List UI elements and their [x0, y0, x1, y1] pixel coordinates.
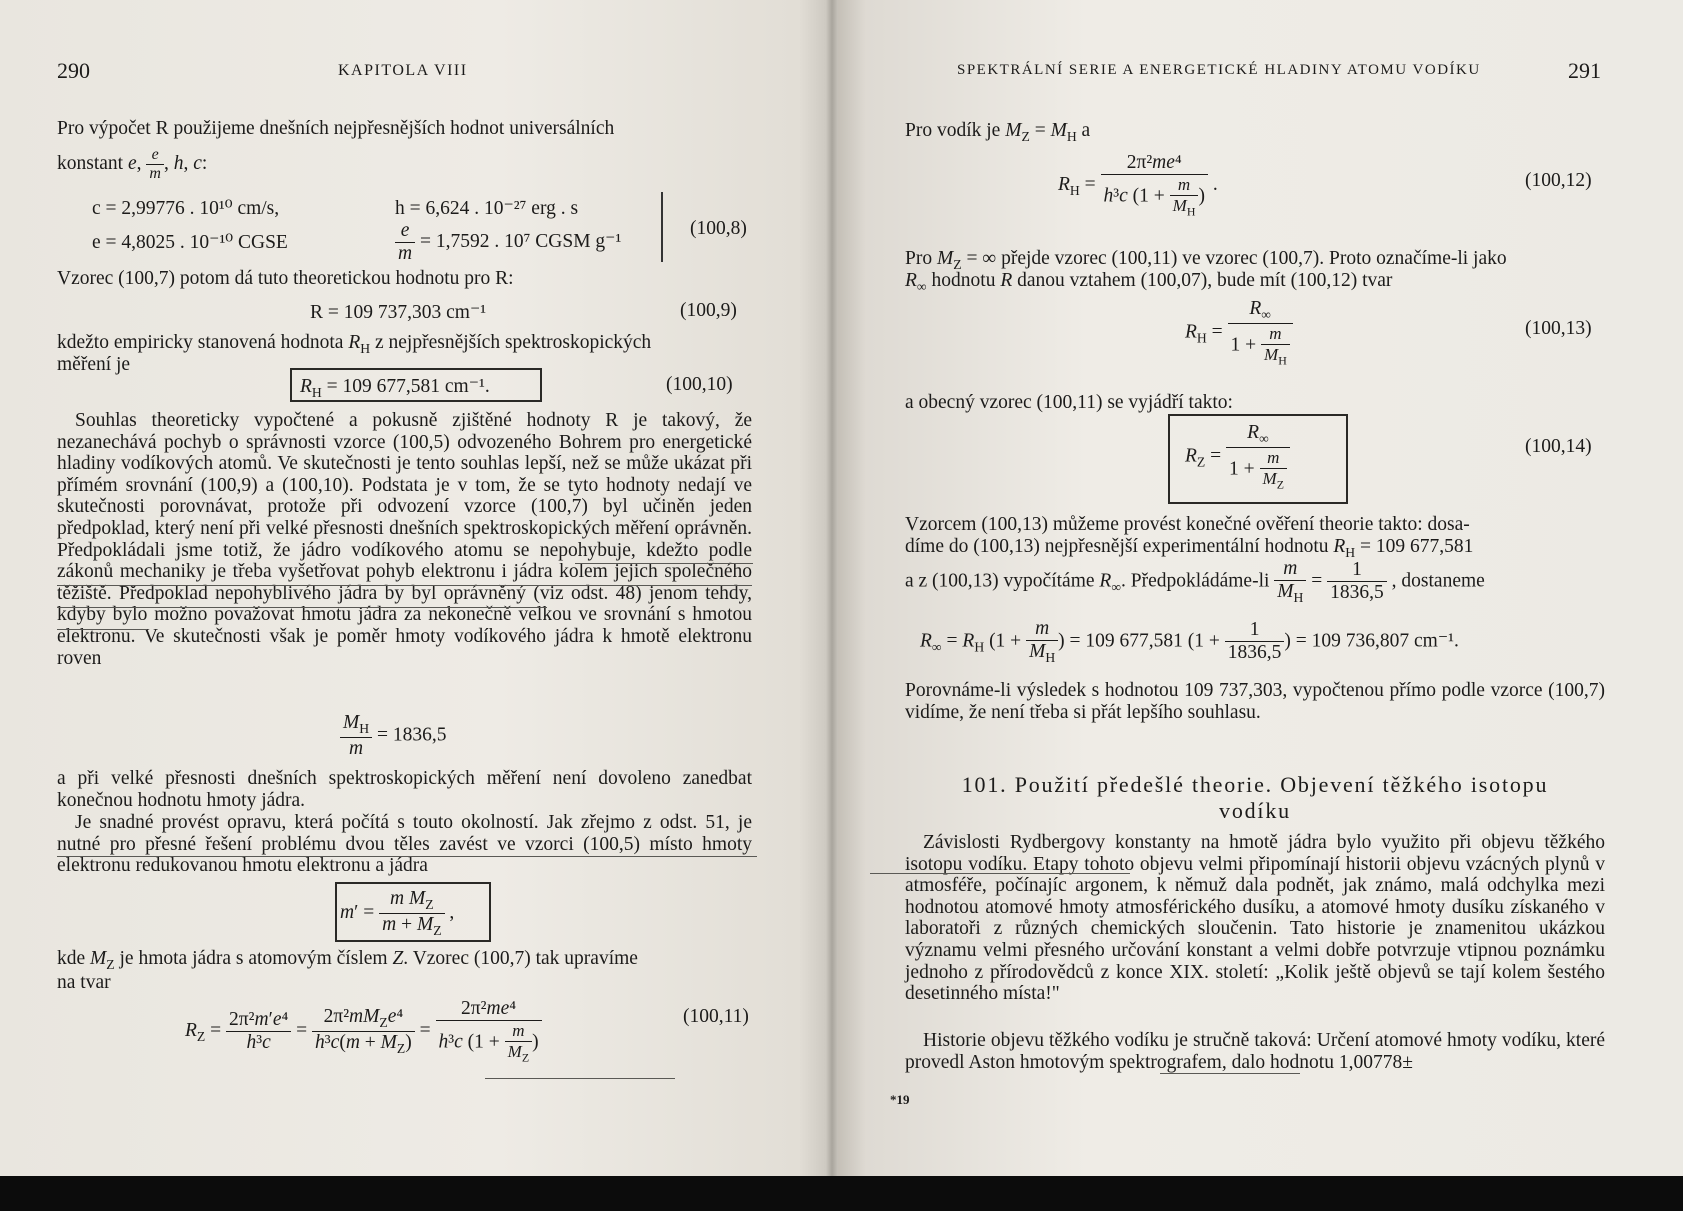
left-p6-text: Je snadné provést opravu, která počítá s touto okolností. Jak zřejmo z odst. 51, je nutné pro přesné řešení problému dvou těles zavést ve vzorci (100,5) místo hmoty elektronu redukovanou hmotu elektronu a jádra: [57, 812, 752, 877]
eq-final-result: $R_\infty = R_H$ (1 + $\frac{m}{M_H}$ ) = 109 677,581 (1 + $\frac{1}{1836,5}$ ) = 109 736,807 cm⁻¹.: [920, 618, 1459, 665]
left-p7-line2: na tvar: [57, 972, 111, 993]
left-running-head: KAPITOLA VIII: [338, 62, 468, 79]
right-r5: [905, 680, 1605, 723]
left-p1-line2: konstant e, $\frac{e}{m}$ , h, c:: [57, 146, 208, 182]
left-p2: Vzorec (100,7) potom dá tuto theoretickou hodnotu pro R:: [57, 268, 514, 289]
eq-100-12: $R_H$ = 2π²me⁴ h³c (1 + $\frac{m}{M_H}$ ) .: [1058, 152, 1218, 219]
left-p7-line1: kde $M_Z$ je hmota jádra s atomovým číslem Z. Vzorec (100,7) tak upravíme: [57, 948, 638, 972]
left-p3-line1: kdežto empiricky stanovená hodnota $R_H$ z nejpřesnějších spektroskopických: [57, 332, 652, 356]
right-r5-text: Porovnáme-li výsledek s hodnotou 109 737,303, vypočtenou přímo podle vzorce (100,7) vidíme, že není třeba si přát lepšího souhlasu.: [905, 680, 1605, 723]
eq-label-100-9: (100,9): [680, 300, 737, 321]
right-page-number: 291: [1568, 58, 1601, 83]
constants-brace: [655, 192, 663, 262]
eq-r-theoretical: R = 109 737,303 cm⁻¹: [310, 302, 487, 323]
book-gutter: [826, 0, 838, 1176]
right-r7: [905, 1030, 1605, 1073]
pencil-underline-5: [57, 856, 757, 857]
eq-label-100-12: (100,12): [1525, 170, 1592, 191]
pencil-bracket: [485, 1078, 675, 1079]
const-c: c = 2,99776 . 10¹⁰ cm/s,: [92, 198, 280, 219]
eq-mass-ratio: $\frac{M_H}{m}$ = 1836,5: [340, 712, 446, 760]
pencil-underline-4: [57, 629, 147, 630]
section-heading-line1: 101. Použití předešlé theorie. Objevení těžkého isotopu: [961, 772, 1549, 797]
left-p4-text: Souhlas theoreticky vypočtené a pokusně zjištěné hodnoty R je takový, že nezanechává pochyb o správnosti vzorce (100,5) odvozeného Bohrem pro energetické hladiny vodíkových atomů. Ve skutečnosti je tento souhlas lepší, než se může ukázat při přímém srovnání (100,9) a (100,10). Podstata je v tom, že se tyto hodnoty nedají ve skutečnosti porovnávat, protože při odvození vzorce (100,7) byl učiněn jeden předpoklad, který není při velké přesnosti dnešních spektroskopických měření oprávněn. Předpokládali jsme totiž, že jádro vodíkového atomu se nepohybuje, kdežto podle zákonů mechaniky je třeba vyšetřovat pohyb elektronu i jádra kolem jejich společného těžiště. Předpoklad nepohyblivého jádra by byl oprávněný (viz odst. 48) jenom tehdy, kdyby bylo možno považovat hmotu jádra za nekonečně velkou ve srovnání s hmotou elektronu. Ve skutečnosti však je poměr hmoty vodíkového jádra k hmotě elektronu roven: [57, 410, 752, 669]
pencil-underline-6: [870, 873, 1130, 874]
const-h: h = 6,624 . 10⁻²⁷ erg . s: [395, 198, 579, 219]
right-r4-line2: díme do (100,13) nejpřesnější experimentální hodnotu $R_H = 109$ 677,581: [905, 536, 1474, 560]
left-p1-line1: Pro výpočet R použijeme dnešních nejpřesnějších hodnot universálních: [57, 118, 615, 139]
left-page-number: 290: [57, 58, 90, 83]
pencil-underline-1: [575, 563, 753, 564]
signature-mark: *19: [890, 1092, 910, 1107]
pencil-underline-2: [57, 585, 752, 586]
eq-label-100-11: (100,11): [683, 1006, 749, 1027]
eq-rh-empirical: $R_H = 109$ 677,581 cm⁻¹.: [300, 376, 490, 400]
eq-100-11: $R_Z$ = $\frac{\text{2π²m′e⁴}}{\text{h³c}}$ = $\frac{2\pi^2mM_Ze^4}{h^3c(m + M_Z)}$ = 2π²me⁴ h³c (1 + $\frac{m}{M_Z}$ ): [185, 998, 542, 1065]
eq-label-100-8: (100,8): [690, 218, 747, 239]
right-r3: a obecný vzorec (100,11) se vyjádří takto:: [905, 392, 1233, 413]
right-running-head: SPEKTRÁLNÍ SERIE A ENERGETICKÉ HLADINY ATOMU VODÍKU: [957, 62, 1481, 78]
left-p6: [57, 812, 752, 877]
eq-100-13: $R_H$ = $R_\infty$ 1 + $\frac{m}{M_H}$: [1185, 298, 1293, 368]
right-r4-line3-end: , dostaneme: [1391, 570, 1485, 592]
eq-reduced-mass: m′ = $\frac{m M_Z}{m + M_Z}$ ,: [340, 888, 455, 938]
const-e-over-m: $\frac{e}{m}$ = 1,7592 . 10⁷ CGSM g⁻¹: [395, 220, 621, 265]
section-heading-101: [905, 772, 1605, 824]
eq-label-100-14: (100,14): [1525, 436, 1592, 457]
right-r1: Pro vodík je $M_Z = M_H$ a: [905, 120, 1091, 144]
const-e: e = 4,8025 . 10⁻¹⁰ CGSE: [92, 232, 288, 253]
right-r6: [905, 832, 1605, 1005]
eq-label-100-13: (100,13): [1525, 318, 1592, 339]
scan-bottom-border: [0, 1176, 1683, 1211]
pencil-underline-3: [57, 607, 547, 608]
eq-label-100-10: (100,10): [666, 374, 733, 395]
eq-100-14: $R_Z$ = $R_\infty$ 1 + $\frac{m}{M_Z}$: [1185, 422, 1290, 492]
section-heading-line2: vodíku: [1219, 798, 1291, 823]
left-p5: [57, 768, 752, 811]
right-r6-text: Závislosti Rydbergovy konstanty na hmotě jádra bylo využito při objevu těžkého isotopu vodíku. Etapy tohoto objevu velmi připomínají historii objevu vzácných plynů v atmosféře, počínajíc argonem, k němuž dala podnět, jak známo, malá odchylka mezi hodnotou atomové hmoty atmosférického dusíku, a atomové hmoty dusíku získaného v laboratoři z různých chemických sloučenin. Tato historie je znamenitou ukázkou významu velmi přesného určování konstant a velmi dobře potvrzuje vtipnou poznámku jednoho z přírodovědců z konce XIX. století: „Kolik ještě objevů se tají kolem šestého desetinného místa!": [905, 832, 1605, 1005]
right-r4-line3: a z (100,13) vypočítáme $R_\infty$. Předpokládáme-li $\frac{m}{M_H}$ = $\frac{1}{1836,5}$ , dostaneme: [905, 558, 1485, 605]
left-p3-line2: měření je: [57, 354, 131, 375]
left-p4: [57, 410, 752, 669]
right-r4-line1: Vzorcem (100,13) můžeme provést konečné ověření theorie takto: dosa-: [905, 514, 1470, 535]
left-p5-text: a při velké přesnosti dnešních spektroskopických měření není dovoleno zanedbat konečnou hodnotu hmoty jádra.: [57, 768, 752, 811]
right-r2-line1: Pro $M_Z$ = ∞ přejde vzorec (100,11) ve vzorec (100,7). Proto označíme-li jako: [905, 248, 1507, 272]
right-r2-line2: $R_\infty$ hodnotu R danou vztahem (100,07), bude mít (100,12) tvar: [905, 270, 1393, 294]
right-r7-text: Historie objevu těžkého vodíku je stručně taková: Určení atomové hmoty vodíku, které provedl Aston hmotovým spektrografem, dalo hodnotu 1,00778±: [905, 1030, 1605, 1073]
pencil-underline-7: [1160, 1073, 1300, 1074]
